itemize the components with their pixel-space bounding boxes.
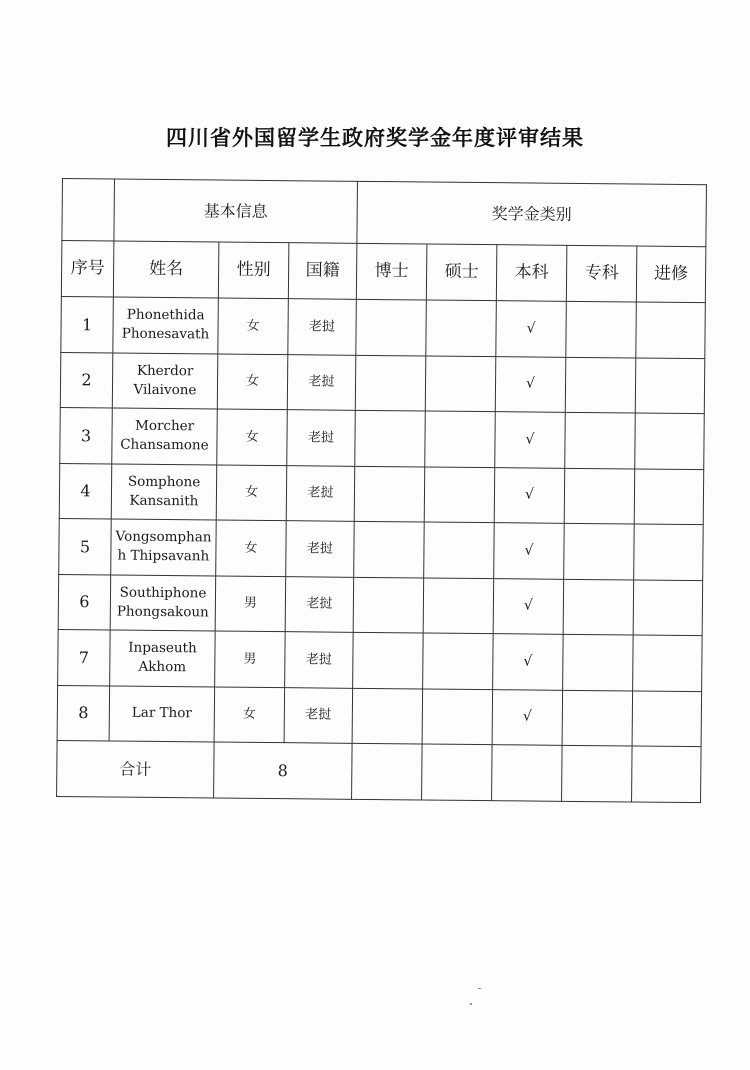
cell-nationality: 老挝 (286, 521, 355, 577)
cell-phd (354, 521, 425, 577)
cell-sex: 男 (215, 631, 286, 687)
col-header-phd: 博士 (356, 243, 427, 300)
cell-college (563, 579, 634, 635)
cell-advanced (632, 691, 702, 747)
total-cell-college (562, 745, 633, 802)
cell-bachelor: √ (495, 356, 566, 412)
name-line-1: Lar Thor (131, 704, 192, 722)
header-row-groups (62, 179, 707, 247)
table-row (60, 352, 705, 414)
cell-nationality: 老挝 (284, 687, 353, 743)
cell-master (424, 522, 495, 578)
cell-college (566, 301, 637, 357)
table-row (61, 296, 706, 358)
header-scholarship-type: 奖学金类别 (357, 181, 707, 246)
name-line-2: Vilaivone (133, 381, 197, 399)
cell-name (110, 630, 216, 687)
cell-master (423, 633, 494, 689)
cell-phd (353, 632, 424, 688)
cell-no: 6 (58, 574, 111, 630)
scan-speck (478, 988, 481, 989)
cell-phd (355, 410, 426, 466)
cell-sex: 男 (215, 575, 286, 631)
table-row (58, 574, 703, 636)
name-line-2: h Thipsavanh (117, 547, 210, 565)
name-line-2: Kansanith (129, 492, 199, 510)
cell-no: 2 (60, 352, 113, 408)
cell-advanced (636, 302, 706, 358)
cell-advanced (635, 358, 705, 414)
cell-bachelor: √ (496, 301, 567, 357)
document-title: 四川省外国留学生政府奖学金年度评审结果 (166, 125, 584, 150)
cell-no: 8 (57, 685, 110, 741)
cell-sex: 女 (218, 298, 289, 354)
name-line-1: Kherdor (136, 362, 194, 380)
name-line-1: Phonethida (126, 306, 205, 324)
name-line-1: Vongsomphan (115, 528, 212, 546)
cell-advanced (634, 469, 704, 525)
name-line-2: Akhom (138, 659, 187, 676)
cell-college (562, 690, 633, 746)
cell-nationality: 老挝 (285, 632, 354, 688)
cell-sex: 女 (216, 464, 287, 520)
results-sheet (56, 178, 722, 803)
table-row (57, 685, 702, 747)
total-cell-advanced (632, 746, 702, 803)
cell-phd (356, 299, 427, 355)
results-table (56, 178, 707, 803)
name-line-1: Inpaseuth (128, 639, 197, 657)
table-row (58, 629, 703, 691)
cell-nationality: 老挝 (285, 576, 354, 632)
col-header-sex: 性别 (218, 242, 289, 299)
cell-name (111, 519, 217, 576)
name-line-1: Somphone (127, 473, 201, 491)
cell-phd (355, 355, 426, 411)
total-cell-master (422, 744, 493, 801)
total-row (57, 740, 702, 802)
col-header-nationality: 国籍 (288, 243, 357, 300)
cell-bachelor: √ (493, 634, 564, 690)
cell-advanced (633, 580, 703, 636)
cell-no: 1 (61, 296, 114, 352)
cell-phd (352, 688, 423, 744)
cell-nationality: 老挝 (287, 410, 356, 466)
cell-name (112, 408, 218, 465)
cell-college (564, 468, 635, 524)
cell-advanced (633, 635, 703, 691)
table-row (59, 518, 704, 580)
total-value: 8 (214, 742, 353, 799)
col-header-bachelor: 本科 (496, 245, 567, 302)
cell-bachelor: √ (493, 578, 564, 634)
header-corner-cell (62, 179, 115, 241)
header-basic-info: 基本信息 (114, 179, 358, 243)
cell-name (109, 685, 215, 742)
cell-master (426, 300, 497, 356)
name-line-1: Southiphone (119, 584, 207, 602)
cell-phd (353, 577, 424, 633)
cell-no: 4 (59, 463, 112, 519)
cell-sex: 女 (217, 409, 288, 465)
total-cell-bachelor (492, 745, 563, 802)
cell-phd (354, 466, 425, 522)
cell-master (424, 466, 495, 522)
col-header-master: 硕士 (426, 244, 497, 301)
cell-no: 7 (58, 629, 111, 685)
cell-master (425, 411, 496, 467)
cell-bachelor: √ (494, 523, 565, 579)
table-row (59, 463, 704, 525)
cell-master (423, 577, 494, 633)
cell-sex: 女 (216, 520, 287, 576)
name-line-1: Morcher (134, 417, 195, 435)
cell-name (113, 297, 219, 354)
cell-advanced (635, 413, 705, 469)
cell-bachelor: √ (492, 689, 563, 745)
cell-college (565, 357, 636, 413)
cell-master (422, 688, 493, 744)
cell-advanced (634, 524, 704, 580)
name-line-2: Phonesavath (121, 325, 210, 343)
cell-college (565, 412, 636, 468)
name-line-2: Phongsakoun (116, 603, 209, 621)
cell-name (112, 352, 218, 409)
name-line-2: Chansamone (120, 436, 209, 454)
cell-nationality: 老挝 (286, 465, 355, 521)
cell-name (111, 463, 217, 520)
col-header-no: 序号 (61, 241, 114, 297)
total-label: 合计 (57, 740, 215, 798)
cell-no: 3 (60, 407, 113, 463)
cell-sex: 女 (217, 354, 288, 410)
total-cell-phd (352, 743, 423, 800)
cell-sex: 女 (214, 686, 285, 742)
cell-no: 5 (59, 518, 112, 574)
table-row (60, 407, 705, 469)
cell-bachelor: √ (494, 467, 565, 523)
cell-college (564, 523, 635, 579)
cell-nationality: 老挝 (287, 354, 356, 410)
header-row-columns (61, 241, 706, 303)
cell-bachelor: √ (495, 412, 566, 468)
col-header-name: 姓名 (113, 241, 219, 298)
cell-master (425, 356, 496, 412)
col-header-college: 专科 (566, 245, 637, 302)
cell-nationality: 老挝 (288, 299, 357, 355)
scan-speck (470, 1003, 472, 1005)
cell-college (563, 634, 634, 690)
cell-name (110, 574, 216, 631)
col-header-advanced: 进修 (636, 246, 706, 303)
